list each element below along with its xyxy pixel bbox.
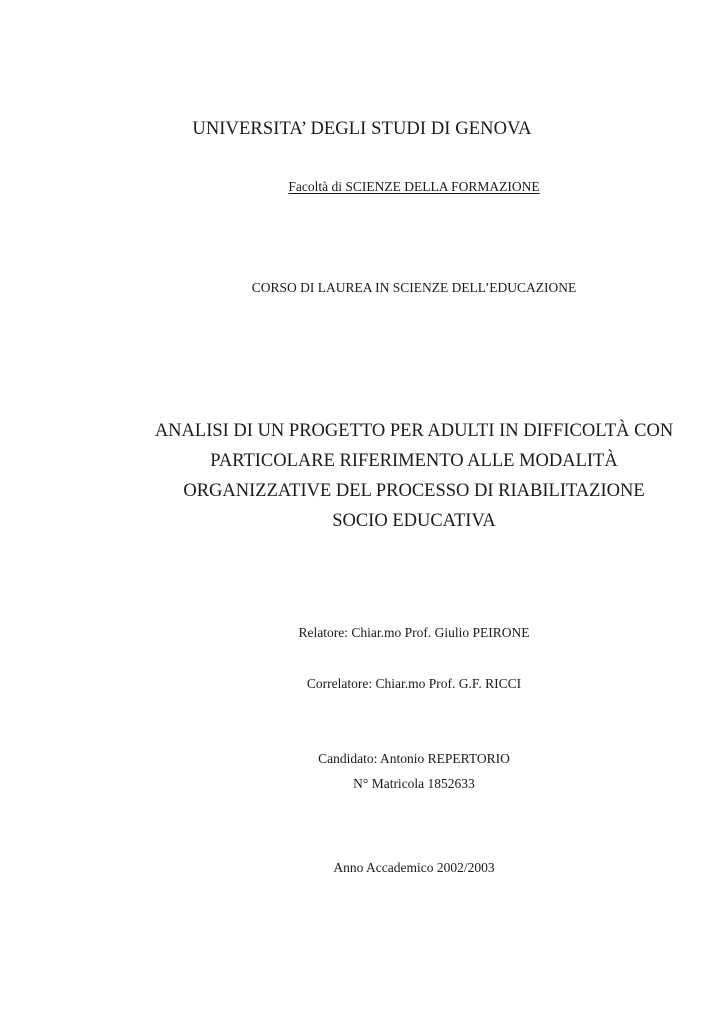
academic-year: Anno Accademico 2002/2003 (333, 860, 495, 875)
thesis-title-line: SOCIO EDUCATIVA (332, 511, 496, 531)
degree-course: CORSO DI LAUREA IN SCIENZE DELL’EDUCAZIONE (251, 280, 577, 295)
thesis-title-line: ORGANIZZATIVE DEL PROCESSO DI RIABILITAZIONE (183, 481, 645, 501)
candidate: Candidato: Antonio REPERTORIO (318, 751, 510, 766)
thesis-title-line: PARTICOLARE RIFERIMENTO ALLE MODALITÀ (210, 451, 618, 471)
thesis-title (52, 416, 724, 536)
co-supervisor: Correlatore: Chiar.mo Prof. G.F. RICCI (306, 676, 522, 691)
thesis-title-line: ANALISI DI UN PROGETTO PER ADULTI IN DIFFICOLTÀ CON (154, 421, 674, 441)
student-id: N° Matricola 1852633 (353, 776, 475, 791)
faculty-name: Facoltà di SCIENZE DELLA FORMAZIONE (288, 179, 540, 194)
university-name: UNIVERSITA’ DEGLI STUDI DI GENOVA (192, 119, 532, 139)
supervisor: Relatore: Chiar.mo Prof. Giulio PEIRONE (298, 625, 530, 640)
